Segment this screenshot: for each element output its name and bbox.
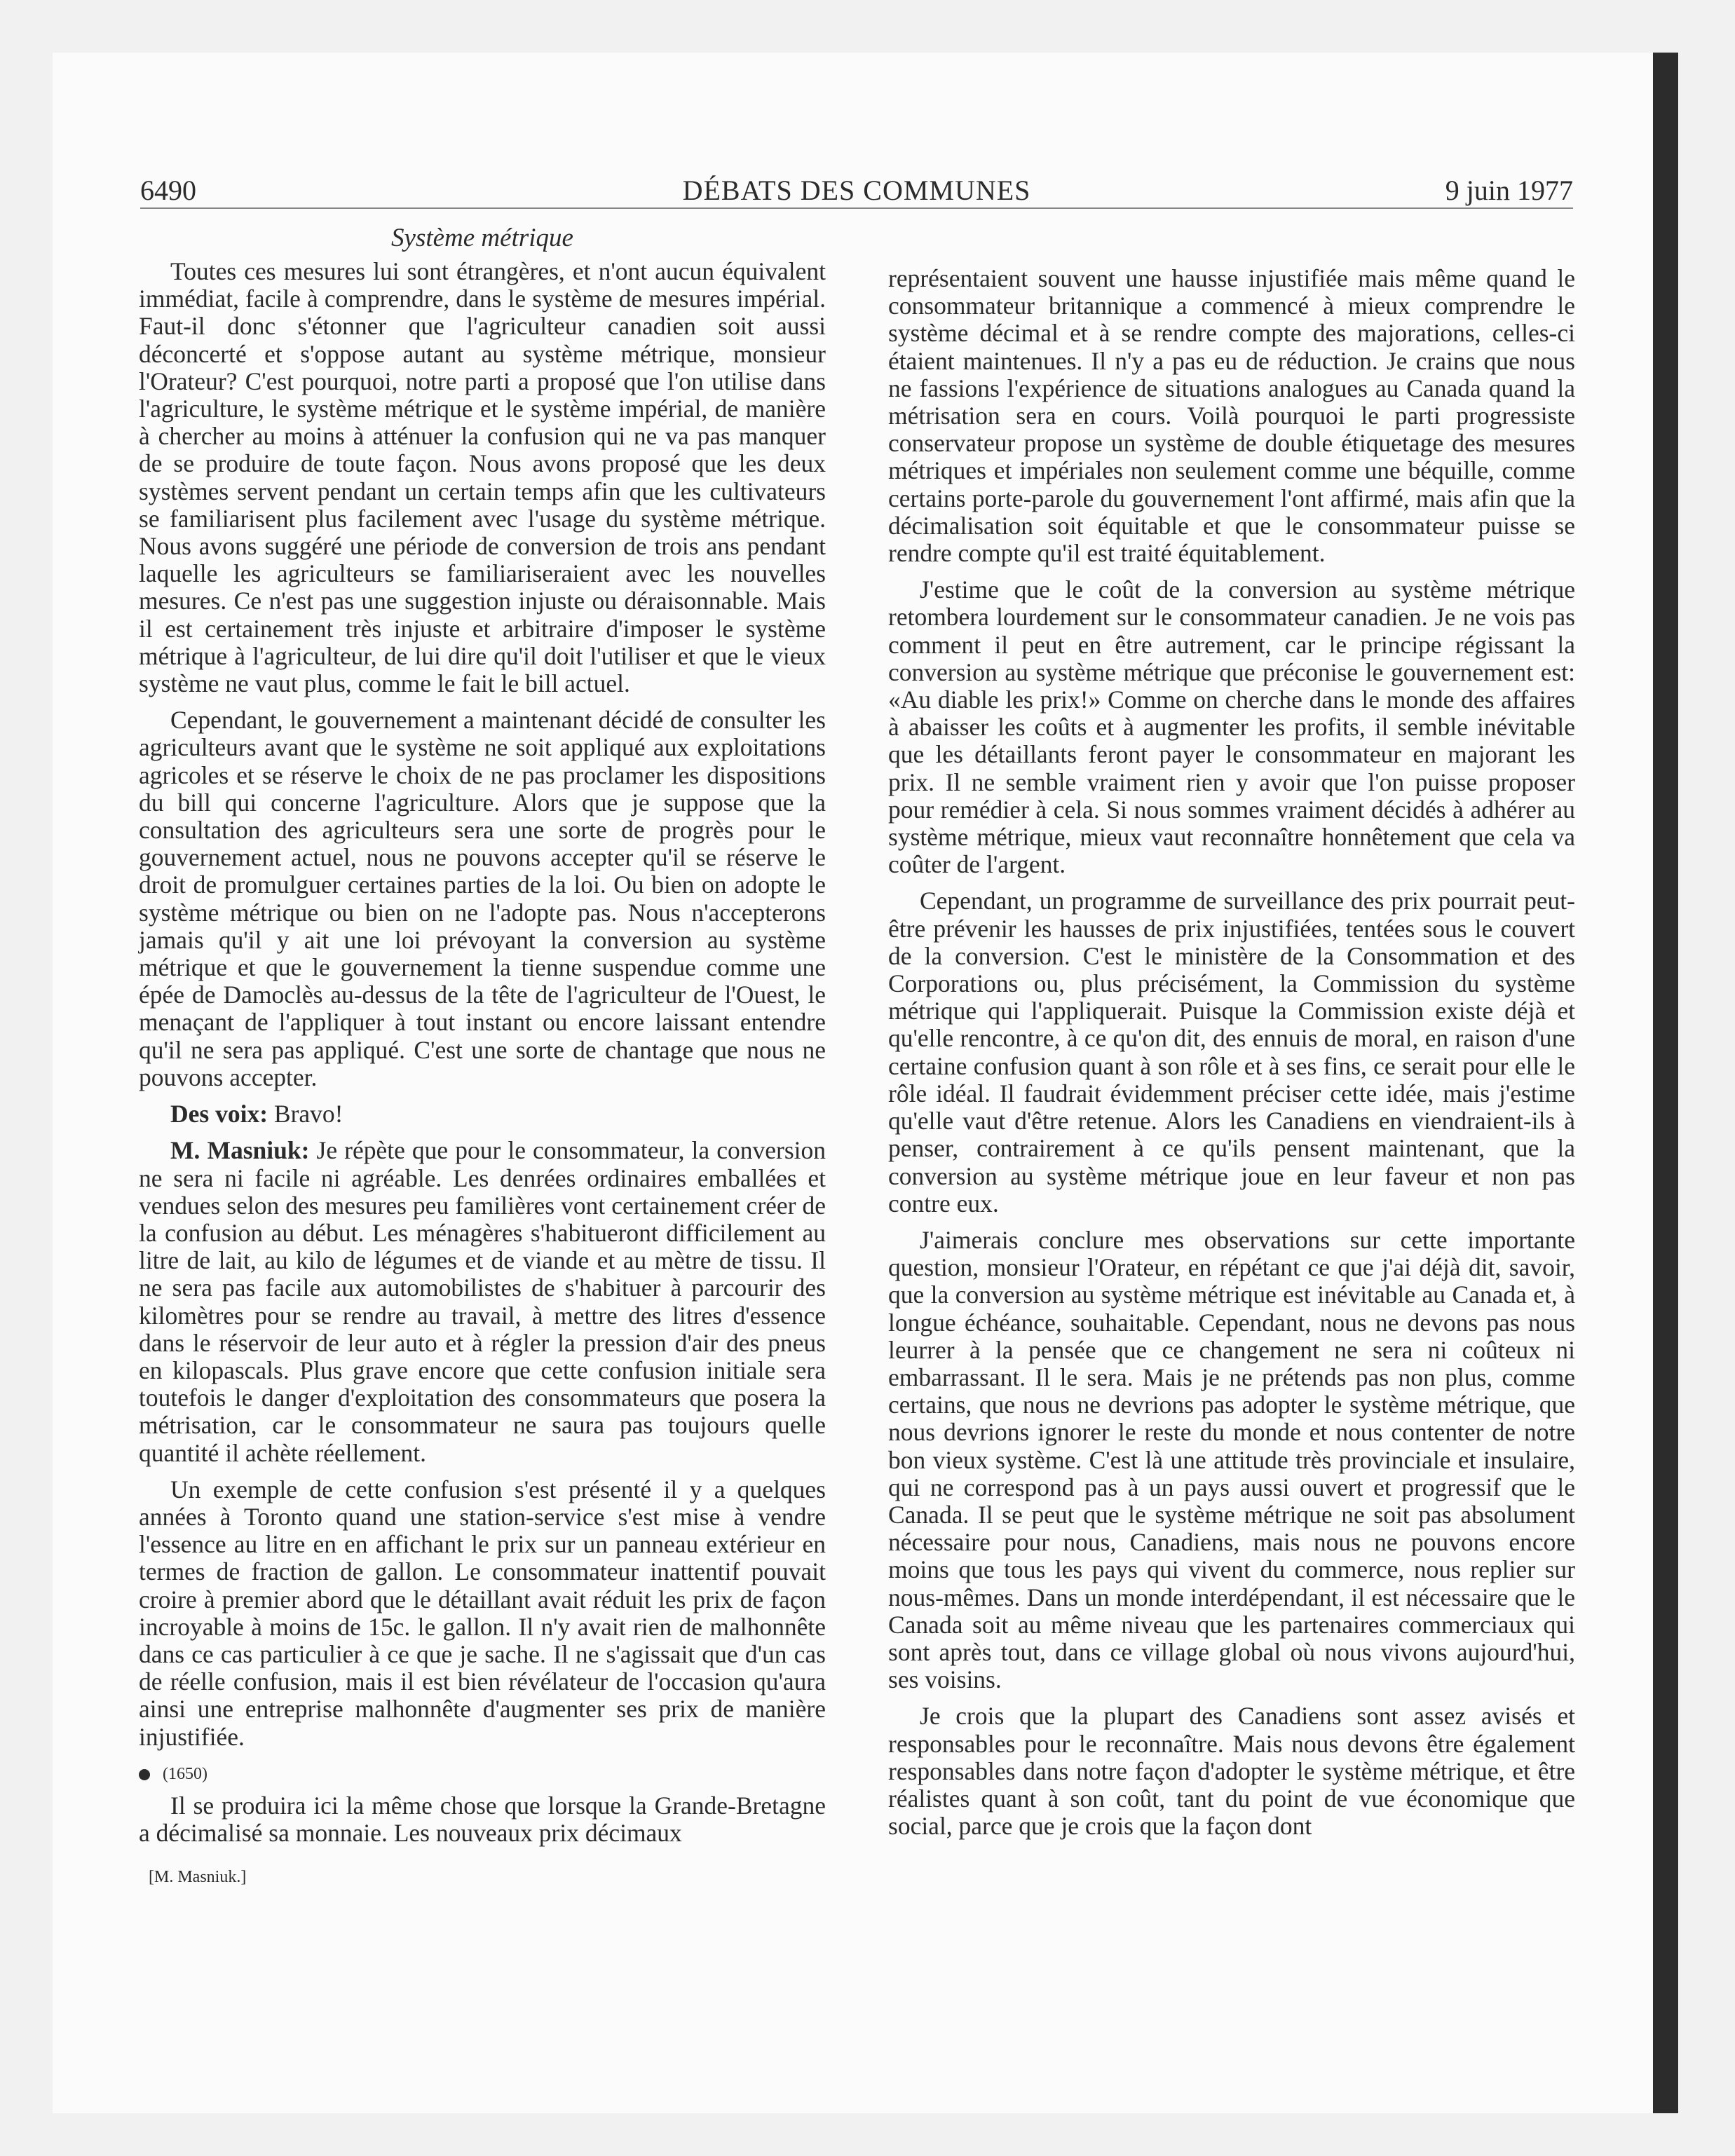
paragraph <box>139 1137 826 1466</box>
running-header <box>140 174 1573 209</box>
paragraph: Toutes ces mesures lui sont étrangères, et n'ont aucun équivalent immédiat, facile à comprendre, dans le système de mesures impérial. Faut-il donc s'étonner que l'agriculteur canadien soit aussi déconcerté et s'oppose autant au système métrique, monsieur l'Orateur? C'est pourquoi, notre parti a proposé que l'on utilise dans l'agriculture, le système métrique et le système impérial, de manière à chercher au moins à atténuer la confusion qui ne va pas manquer de se produire de toute façon. Nous avons proposé que les deux systèmes servent pendant un certain temps afin que les cultivateurs se familiarisent plus facilement avec l'usage du système métrique. Nous avons suggéré une période de conversion de trois ans pendant laquelle les agriculteurs se familiariseraient avec les nouvelles mesures. Ce n'est pas une suggestion injuste ou déraisonnable. Mais il est certainement très injuste et arbitraire d'imposer le système métrique à l'agriculteur, de lui dire qu'il doit l'utiliser et que le vieux système ne vaut plus, comme le fait le bill actuel. <box>139 257 826 698</box>
page-number: 6490 <box>140 175 196 206</box>
paragraph: J'aimerais conclure mes observations sur cette importante question, monsieur l'Orateur, en répétant ce que j'ai déjà dit, savoir, que la conversion au système métrique est inévitable au Canada et, à longue échéance, souhaitable. Cependant, nous ne devons pas nous leurrer à la pensée que ce changement ne sera ni coûteux ni embarrassant. Il le sera. Mais je ne prétends pas non plus, comme certains, que nous ne devrions pas adopter le système métrique, que nous devrions ignorer le reste du monde et nous contenter de notre bon vieux système. C'est là une attitude très provinciale et insulaire, qui ne correspond pas à un pays aussi ouvert et progressif que le Canada. Il se peut que le système métrique ne soit pas absolument nécessaire pour nous, Canadiens, mais nous ne pouvons encore moins que tous les pays qui vivent du commerce, nous replier sur nous-mêmes. Dans un monde interdépendant, il est nécessaire que le Canada soit au même niveau que les partenaires commerciaux qui sont après tout, dans ce village global où nous vivons aujourd'hui, ses voisins. <box>888 1225 1575 1694</box>
time-marker-text: (1650) <box>163 1764 207 1783</box>
bullet-icon <box>139 1769 150 1780</box>
speech-text: Je répète que pour le consommateur, la conversion ne sera ni facile ni agréable. Les denrées ordinaires emballées et vendues selon des mesures peu familières vont certainement créer de la confusion au début. Les ménagères s'habitueront difficilement au litre de lait, au kilo de légumes et de viande et au mètre de tissu. Il ne sera pas facile aux automobilistes de s'habituer à parcourir des kilomètres pour se rendre au travail, à mettre des litres d'essence dans le réservoir de leur auto et à régler la pression d'air des pneus en kilopascals. Plus grave encore que cette confusion initiale sera toutefois le danger d'exploitation des consommateurs que posera la métrisation, car le consommateur ne saura pas toujours quelle quantité il achète réellement. <box>139 1136 826 1467</box>
speaker-name: Des voix: <box>170 1100 268 1128</box>
page-date: 9 juin 1977 <box>1445 175 1573 206</box>
paragraph: représentaient souvent une hausse injustifiée mais même quand le consommateur britannique a commencé à mieux comprendre le système décimal et à se rendre compte des majorations, celles-ci étaient maintenues. Il n'y a pas eu de réduction. Je crains que nous ne fassions l'expérience de situations analogues au Canada quand la métrisation sera en cours. Voilà pourquoi le parti progressiste conservateur propose un système de double étiquetage des mesures métriques et impériales non seulement comme une béquille, comme certains porte-parole du gouvernement l'ont affirmé, mais afin que la décimalisation soit équitable et que le consommateur puisse se rendre compte qu'il est traité équitablement. <box>888 264 1575 568</box>
speaker-footnote: [M. Masniuk.] <box>149 1868 247 1887</box>
speaker-name: M. Masniuk: <box>170 1136 310 1165</box>
right-column <box>888 265 1575 1849</box>
time-marker <box>139 1760 826 1788</box>
paragraph <box>139 1100 826 1128</box>
publication-title: DÉBATS DES COMMUNES <box>682 175 1031 206</box>
paragraph: Cependant, un programme de surveillance des prix pourrait peut-être prévenir les hausses de prix injustifiées, tentées sous le couvert de la conversion. C'est le ministère de la Consommation et des Corporations ou, plus précisément, la Commission du système métrique qui l'appliquerait. Puisque la Commission existe déjà et qu'elle rencontre, à ce qu'on dit, des ennuis de moral, en raison d'une certaine confusion quant à son rôle et à ses fins, ce serait pour elle le rôle idéal. Il faudrait évidemment préciser cette idée, mais j'estime qu'elle vaut d'être retenue. Alors les Canadiens en viendraient-ils à penser, contrairement à ce qu'ils pensent maintenant, que la conversion au système métrique joue en leur faveur et non pas contre eux. <box>888 887 1575 1217</box>
paragraph: Je crois que la plupart des Canadiens sont assez avisés et responsables pour le reconnaître. Mais nous devons être également responsables dans notre façon d'adopter le système métrique, et être réalistes quant à son coût, tant du point de vue économique que social, parce que je crois que la façon dont <box>888 1702 1575 1841</box>
speech-text: Bravo! <box>268 1100 343 1128</box>
paragraph: Il se produira ici la même chose que lorsque la Grande-Bretagne a décimalisé sa monnaie. Les nouveaux prix décimaux <box>139 1791 826 1847</box>
scan-edge-bar <box>1653 53 1678 2113</box>
paragraph: Un exemple de cette confusion s'est présenté il y a quelques années à Toronto quand une station-service s'est mise à vendre l'essence au litre en en affichant le prix sur un panneau extérieur en termes de fraction de gallon. Le consommateur inattentif pouvait croire à premier abord que le détaillant avait réduit les prix de façon incroyable à moins de 15c. le gallon. Il n'y avait rien de malhonnête dans ce cas particulier à ce que je sache. Il ne s'agissait que d'un cas de réelle confusion, mais il est bien révélateur de l'occasion qu'aura ainsi une entreprise malhonnête d'augmenter ses prix de manière injustifiée. <box>139 1475 826 1751</box>
section-title: Système métrique <box>391 224 573 252</box>
paragraph: J'estime que le coût de la conversion au système métrique retombera lourdement sur le consommateur canadien. Je ne vois pas comment il peut en être autrement, car le principe régissant la conversion au système métrique que préconise le gouvernement est: «Au diable les prix!» Comme on cherche dans le monde des affaires à abaisser les coûts et à augmenter les profits, il semble inévitable que les détaillants feront payer le consommateur en majorant les prix. Il ne semble vraiment rien y avoir que l'on puisse proposer pour remédier à cela. Si nous sommes vraiment décidés à adhérer au système métrique, mieux vaut reconnaître honnêtement que cela va coûter de l'argent. <box>888 575 1575 879</box>
left-column <box>139 223 826 1888</box>
paragraph: Cependant, le gouvernement a maintenant décidé de consulter les agriculteurs avant que le système ne soit appliqué aux exploitations agricoles et se réserve le choix de ne pas proclamer les dispositions du bill qui concerne l'agriculture. Alors que je suppose que la consultation des agriculteurs sera une sorte de progrès pour le gouvernement actuel, nous ne pouvons accepter qu'il se réserve le droit de promulguer certaines parties de la loi. Ou bien on adopte le système métrique ou bien on ne l'adopte pas. Nous n'accepterons jamais qu'il y ait une loi prévoyant la conversion au système métrique et que le gouvernement la tienne suspendue comme une épée de Damoclès au-dessus de la tête de l'agriculteur de l'Ouest, le menaçant de l'appliquer à tout instant ou encore laissant entendre qu'il ne sera pas appliqué. C'est une sorte de chantage que nous ne pouvons accepter. <box>139 706 826 1091</box>
